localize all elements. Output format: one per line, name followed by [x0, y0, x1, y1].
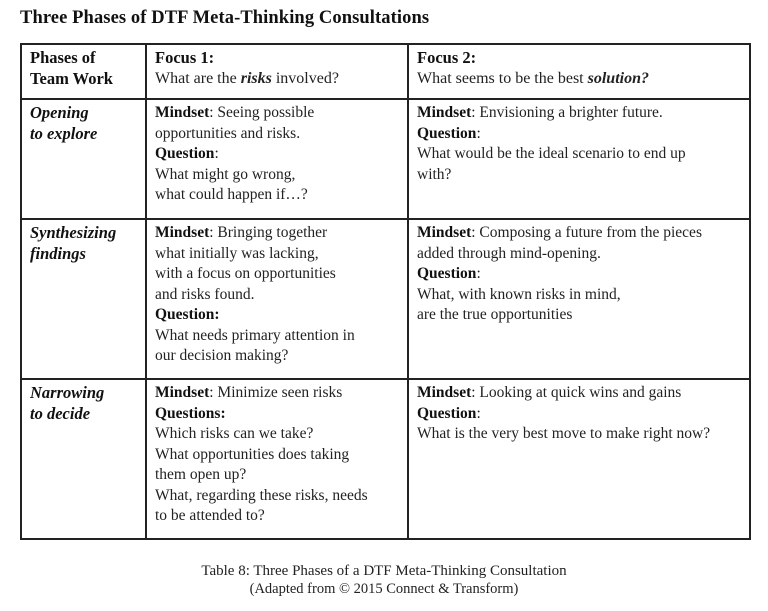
- mindset-label: Mindset: [155, 224, 210, 241]
- question-label: Questions:: [155, 404, 226, 422]
- focus1-cell: [146, 99, 408, 219]
- focus2-cell: [408, 219, 750, 379]
- phases-table: [20, 43, 751, 540]
- header-phases-line1: Phases of: [30, 48, 96, 67]
- header-focus1-emphasis: risks: [240, 69, 272, 87]
- document-title: Three Phases of DTF Meta-Thinking Consultations: [20, 8, 430, 28]
- question-heading: [417, 264, 741, 285]
- question-heading: [417, 124, 741, 145]
- question-heading: [155, 404, 399, 425]
- question-suffix: :: [476, 124, 481, 142]
- header-focus1-label: Focus 1:: [155, 48, 215, 67]
- header-focus1-text: What are the: [155, 69, 241, 87]
- question-line: What would be the ideal scenario to end up: [417, 145, 686, 162]
- focus2-cell: [408, 99, 750, 219]
- phase-cell: [21, 99, 146, 219]
- question-suffix: :: [476, 404, 481, 422]
- mindset-label: Mindset: [417, 104, 472, 121]
- table-row: [21, 219, 750, 379]
- phase-name-line1: Opening: [30, 103, 89, 122]
- question-suffix: :: [476, 265, 481, 282]
- mindset-text: : Minimize seen risks: [209, 384, 343, 401]
- question-line: to be attended to?: [155, 507, 265, 524]
- mindset-text: : Looking at quick wins and gains: [471, 384, 682, 401]
- header-phases-line2: Team Work: [30, 68, 113, 88]
- focus2-cell: [408, 379, 750, 539]
- table-row: [21, 99, 750, 219]
- question-line: What, with known risks in mind,: [417, 285, 621, 303]
- question-line: What might go wrong,: [155, 165, 296, 183]
- table-caption-attribution: (Adapted from © 2015 Connect & Transform): [249, 581, 519, 597]
- table-caption: Table 8: Three Phases of a DTF Meta-Thinking Consultation: [201, 563, 567, 579]
- phase-name-line1: Narrowing: [30, 383, 105, 402]
- mindset-line: added through mind-opening.: [417, 244, 601, 262]
- header-focus1-question: [155, 69, 399, 90]
- header-focus1-text-after: involved?: [271, 69, 339, 87]
- mindset-line: [155, 383, 399, 404]
- focus1-cell: [146, 379, 408, 539]
- question-heading: [155, 305, 399, 326]
- question-heading: [417, 404, 741, 425]
- phase-name-line2: findings: [30, 243, 86, 263]
- question-suffix: :: [214, 145, 219, 162]
- question-label: Question: [417, 265, 477, 282]
- mindset-text: : Envisioning a brighter future.: [471, 104, 663, 121]
- question-line: with?: [417, 165, 452, 183]
- phase-cell: [21, 219, 146, 379]
- phase-cell: [21, 379, 146, 539]
- mindset-label: Mindset: [417, 224, 472, 241]
- table-row: [21, 379, 750, 539]
- mindset-line: [155, 223, 399, 244]
- question-label: Question: [417, 124, 477, 142]
- header-focus1: [146, 44, 408, 99]
- mindset-line: [417, 223, 741, 244]
- mindset-line: opportunities and risks.: [155, 124, 301, 142]
- mindset-label: Mindset: [155, 384, 210, 401]
- question-line: them open up?: [155, 466, 247, 483]
- question-label: Question:: [155, 306, 220, 323]
- mindset-line: what initially was lacking,: [155, 244, 319, 262]
- question-line: our decision making?: [155, 347, 289, 364]
- phase-name-line1: Synthesizing: [30, 223, 117, 242]
- header-focus2-text: What seems to be the best: [417, 69, 588, 87]
- question-label: Question: [155, 145, 215, 162]
- question-line: are the true opportunities: [417, 306, 573, 323]
- table-header-row: [21, 44, 750, 99]
- header-phases: [21, 44, 146, 99]
- mindset-label: Mindset: [417, 384, 472, 401]
- question-line: What opportunities does taking: [155, 445, 350, 463]
- question-line: What, regarding these risks, needs: [155, 486, 368, 504]
- mindset-text: : Composing a future from the pieces: [471, 224, 702, 241]
- question-line: What is the very best move to make right now?: [417, 425, 711, 442]
- header-focus2: [408, 44, 750, 99]
- mindset-text: : Bringing together: [209, 224, 328, 241]
- mindset-line: [417, 383, 741, 404]
- question-line: Which risks can we take?: [155, 425, 314, 442]
- question-line: what could happen if…?: [155, 186, 308, 203]
- phase-name-line2: to explore: [30, 123, 98, 143]
- mindset-line: and risks found.: [155, 285, 255, 303]
- question-line: What needs primary attention in: [155, 326, 355, 344]
- phase-name-line2: to decide: [30, 403, 91, 423]
- header-focus2-label: Focus 2:: [417, 48, 477, 67]
- mindset-label: Mindset: [155, 104, 210, 121]
- question-label: Question: [417, 404, 477, 422]
- focus1-cell: [146, 219, 408, 379]
- question-heading: [155, 144, 399, 165]
- mindset-line: [155, 103, 399, 124]
- mindset-line: [417, 103, 741, 124]
- mindset-line: with a focus on opportunities: [155, 265, 336, 282]
- header-focus2-question: [417, 69, 741, 90]
- header-focus2-emphasis: solution?: [587, 69, 649, 87]
- mindset-text: : Seeing possible: [209, 104, 315, 121]
